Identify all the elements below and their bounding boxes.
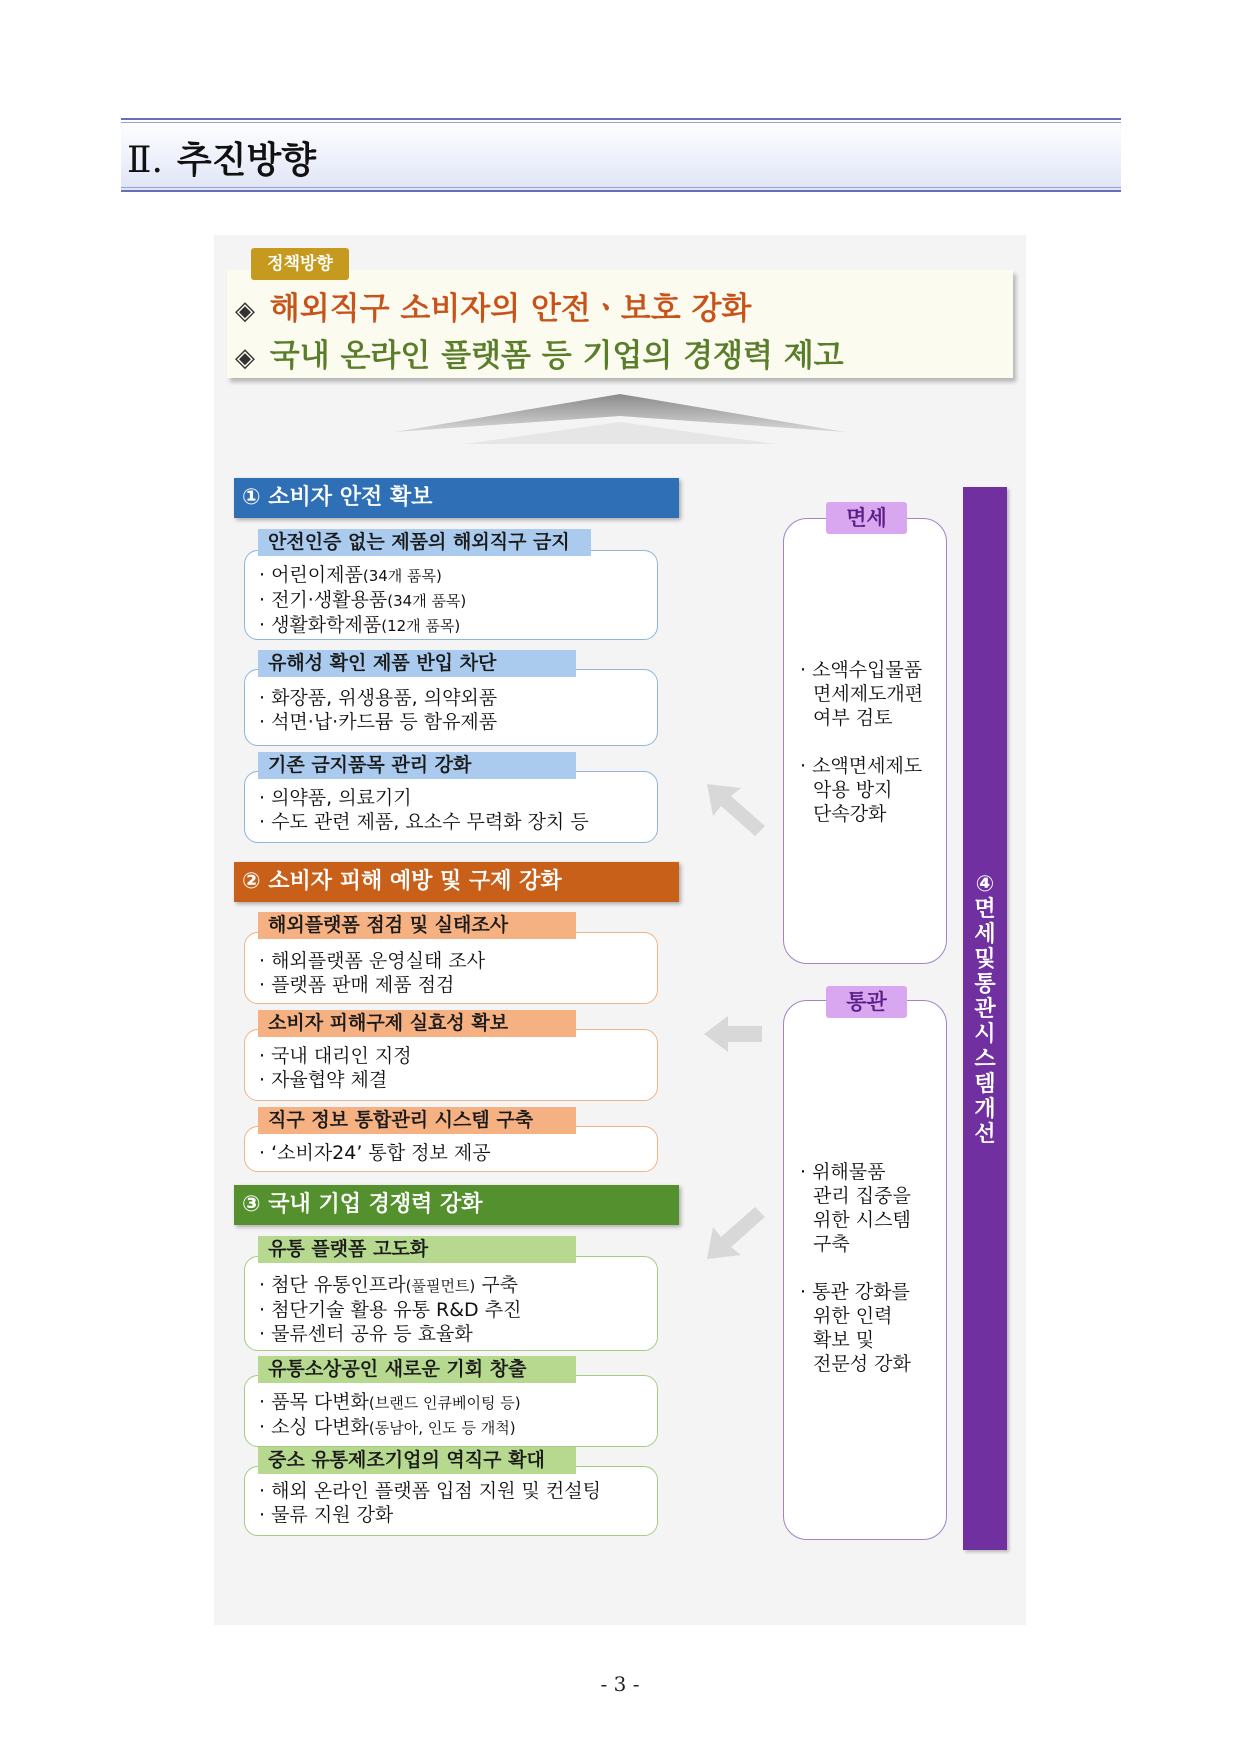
list-item: · 자율협약 체결 [259, 1069, 388, 1091]
list-item: · 첨단 유통인프라(풀필먼트) 구축 [259, 1274, 519, 1296]
group-box [244, 1466, 658, 1536]
list-item: · 국내 대리인 지정 [259, 1045, 412, 1067]
group-title: 기존 금지품목 관리 강화 [258, 752, 576, 779]
policy-direction-box [227, 270, 1013, 378]
group-title: 유해성 확인 제품 반입 차단 [258, 650, 576, 677]
section-header [121, 118, 1121, 192]
list-item: · 전기·생활용품(34개 품목) [259, 589, 467, 611]
list-item: · 첨단기술 활용 유통 R&D 추진 [259, 1299, 522, 1321]
list-item: · 어린이제품(34개 품목) [259, 564, 442, 586]
section-number: Ⅱ. [127, 140, 163, 181]
policy-line-1: ◈ 해외직구 소비자의 안전ㆍ보호 강화 [235, 291, 752, 327]
group-title: 안전인증 없는 제품의 해외직구 금지 [258, 529, 591, 556]
policy-line-2: ◈ 국내 온라인 플랫폼 등 기업의 경쟁력 제고 [235, 338, 844, 374]
pillar-damage-prevention: ② 소비자 피해 예방 및 구제 강화 [234, 862, 679, 902]
customs-label: 통관 [826, 986, 907, 1018]
dutyfree-label: 면세 [826, 502, 907, 534]
group-box [244, 1256, 658, 1351]
list-item: · 해외 온라인 플랫폼 입점 지원 및 컨설팅 [259, 1480, 601, 1502]
group-box [244, 550, 658, 640]
group-box [244, 1375, 658, 1447]
group-title: 유통소상공인 새로운 기회 창출 [258, 1356, 576, 1383]
arrow-left-icon [702, 1014, 764, 1054]
vertical-title: ④ 면 세 및 통 관 시 스 템 개 선 [974, 872, 996, 1147]
group-title: 중소 유통제조기업의 역직구 확대 [258, 1447, 576, 1474]
list-item: · 석면·납·카드뮴 등 함유제품 [259, 711, 498, 733]
group-title: 해외플랫폼 점검 및 실태조사 [258, 912, 576, 939]
diamond-bullet-icon: ◈ [235, 296, 255, 326]
group-box [244, 669, 658, 746]
group-title: 직구 정보 통합관리 시스템 구축 [258, 1107, 576, 1134]
list-item: · 플랫폼 판매 제품 점검 [259, 974, 455, 996]
arrow-down-left-icon [705, 1205, 767, 1261]
list-item: · 생활화학제품(12개 품목) [259, 614, 461, 636]
group-title: 유통 플랫폼 고도화 [258, 1236, 576, 1263]
pillar-dutyfree-customs-bar [963, 487, 1007, 1550]
list-item: · 화장품, 위생용품, 의약외품 [259, 687, 498, 709]
list-item: · ‘소비자24’ 통합 정보 제공 [259, 1142, 491, 1164]
customs-text: · 위해물품 관리 집중을 위한 시스템 구축 · 통관 강화를 위한 인력 확보 및 전문성 강화 [800, 1161, 911, 1375]
list-item: · 해외플랫폼 운영실태 조사 [259, 950, 486, 972]
group-box [244, 771, 658, 843]
policy-badge: 정책방향 [251, 248, 349, 280]
list-item: · 물류 지원 강화 [259, 1504, 394, 1526]
section-title [127, 132, 316, 183]
pillar-consumer-safety: ① 소비자 안전 확보 [234, 478, 679, 518]
group-box [244, 932, 658, 1004]
up-chevron-icon [395, 394, 845, 450]
arrow-up-left-icon [705, 782, 767, 838]
diamond-bullet-icon: ◈ [235, 343, 255, 373]
group-box [244, 1029, 658, 1101]
list-item: · 품목 다변화(브랜드 인큐베이팅 등) [259, 1391, 521, 1413]
page-number: - 3 - [600, 1672, 640, 1696]
dutyfree-text: · 소액수입물품 면세제도개편 여부 검토 · 소액면세제도 악용 방지 단속강화 [800, 659, 924, 825]
section-title-text: 추진방향 [176, 140, 317, 181]
list-item: · 의약품, 의료기기 [259, 787, 412, 809]
list-item: · 물류센터 공유 등 효율화 [259, 1323, 473, 1345]
list-item: · 수도 관련 제품, 요소수 무력화 장치 등 [259, 811, 589, 833]
pillar-competitiveness: ③ 국내 기업 경쟁력 강화 [234, 1185, 679, 1225]
group-title: 소비자 피해구제 실효성 확보 [258, 1010, 576, 1037]
list-item: · 소싱 다변화(동남아, 인도 등 개척) [259, 1416, 516, 1438]
